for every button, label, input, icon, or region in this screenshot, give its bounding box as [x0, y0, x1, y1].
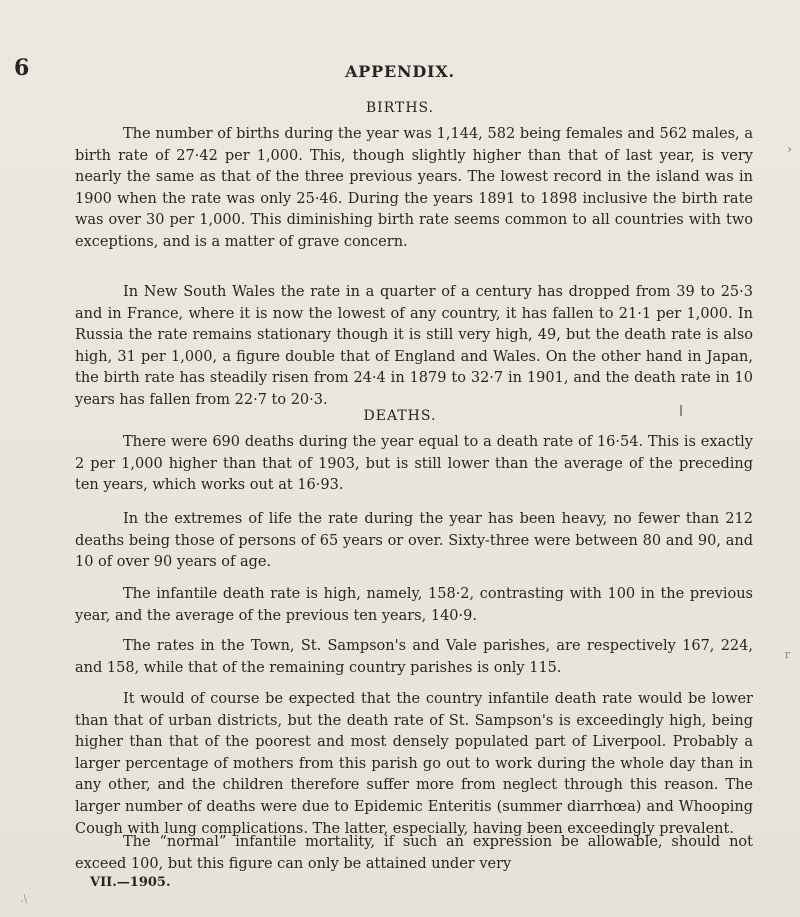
page-number: 6: [14, 55, 30, 81]
births-heading: BIRTHS.: [365, 100, 435, 116]
deaths-paragraph-3: The infantile death rate is high, namely, 158·2, contrasting with 100 in the previous year, and the average of the previous ten years, 140·9.: [75, 586, 753, 624]
margin-mark-right-mid: r: [784, 648, 790, 661]
margin-mark-right-top: ›: [787, 142, 792, 156]
deaths-heading: DEATHS.: [363, 408, 437, 424]
running-title: APPENDIX.: [345, 62, 455, 81]
deaths-paragraph-1: There were 690 deaths during the year equal to a death rate of 16·54. This is exactly 2 per 1,000 higher than that of 1903, but is still lower than the average of the preceding ten years, which works out at 16·93.: [75, 434, 753, 494]
deaths-paragraph-5: It would of course be expected that the country infantile death rate would be lower than that of urban districts, but the death rate of St. Sampson's is exceedingly high, being higher than that of the poorest and most densely populated part of Liverpool. Probably a larger percentage of mothers from this parish go out to work during the whole day than in any other, and the children therefore suffer more from neglect through this reason. The larger number of deaths were due to Epidemic Enteritis (summer diarrhœa) and Whooping Cough with lung complications. The latter, especially, having been exceedingly prevalent.: [75, 691, 753, 837]
deaths-paragraph-6: The “normal” infantile mortality, if such an expression be allowable, should not exceed 100, but this figure can only be attained under very: [75, 834, 753, 872]
deaths-paragraph-2: In the extremes of life the rate during the year has been heavy, no fewer than 212 deaths being those of persons of 65 years or over. Sixty-three were between 80 and 90, and 10 of over 90 years of age.: [75, 511, 753, 571]
births-paragraph-1: The number of births during the year was 1,144, 582 being females and 562 males, a birth rate of 27·42 per 1,000. This, though slightly higher than that of last year, is very nearly the same as that of the three previous years. The lowest record in the island was in 1900 when the rate was only 25·46. During the years 1891 to 1898 inclusive the birth rate was over 30 per 1,000. This diminishing birth rate seems common to all countries with two exceptions, and is a matter of grave concern.: [75, 126, 753, 250]
deaths-paragraph-4: The rates in the Town, St. Sampson's and Vale parishes, are respectively 167, 224, and 158, while that of the remaining country parishes is only 115.: [75, 638, 753, 676]
births-paragraph-2: In New South Wales the rate in a quarter of a century has dropped from 39 to 25·3 and in France, where it is now the lowest of any country, it has fallen to 21·1 per 1,000. In Russia the rate remains stationary though it is still very high, 49, but the death rate is also high, 31 per 1,000, a figure double that of England and Wales. On the other hand in Japan, the birth rate has steadily risen from 24·4 in 1879 to 32·7 in 1901, and the death rate in 10 years has fallen from 22·7 to 20·3.: [75, 284, 753, 408]
margin-mark-left-bottom: .\: [20, 892, 28, 905]
signature-mark: VII.—1905.: [90, 875, 171, 890]
scan-speck: [680, 405, 682, 416]
